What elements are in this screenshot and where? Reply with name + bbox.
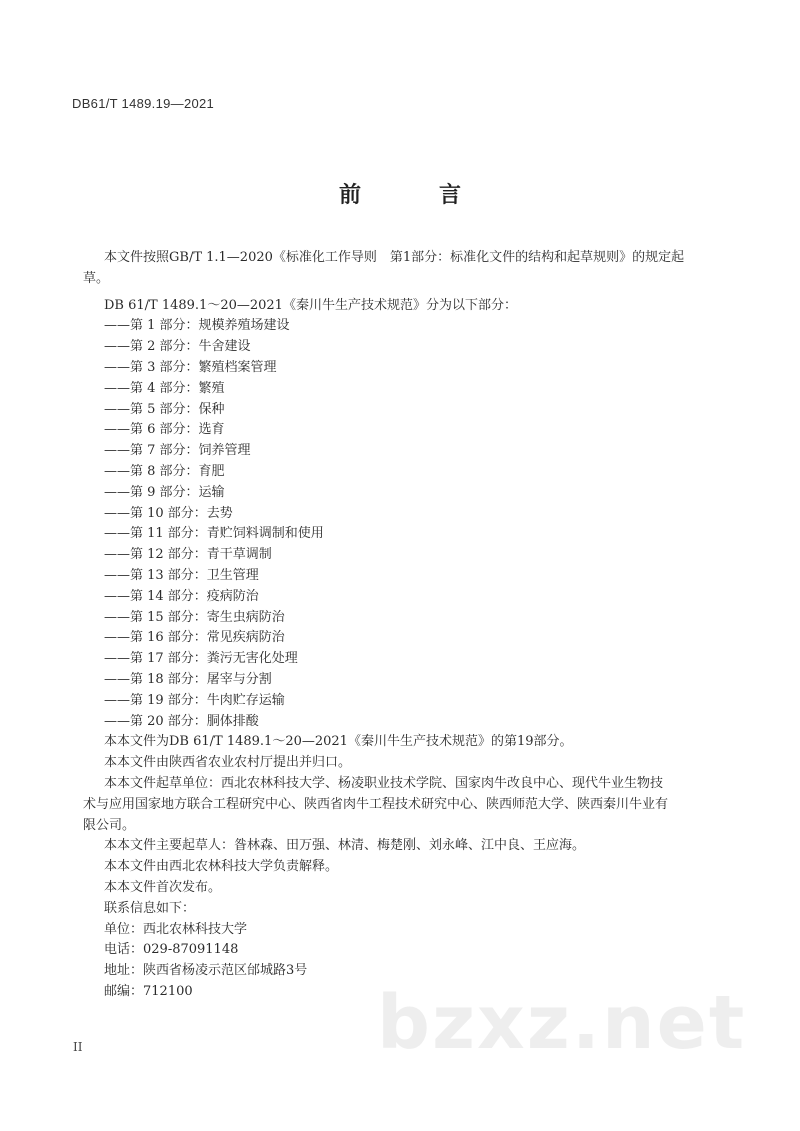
list-item: ——第 15 部分：寄生虫病防治 — [104, 609, 285, 625]
watermark: bzxz.net — [377, 980, 747, 1066]
list-item: ——第 20 部分：胴体排酸 — [104, 713, 259, 729]
contact-postcode: 邮编：712100 — [104, 983, 193, 999]
statement-first-release: 本本文件首次发布。 — [104, 879, 222, 895]
list-item: ——第 6 部分：选育 — [104, 422, 225, 438]
list-item: ——第 2 部分：牛舍建设 — [104, 339, 251, 355]
intro-paragraph — [83, 248, 724, 290]
series-intro: DB 61/T 1489.1～20—2021《秦川牛生产技术规范》分为以下部分： — [104, 297, 517, 313]
contact-phone: 电话：029-87091148 — [104, 942, 239, 958]
page-title: 前 言 — [338, 183, 489, 208]
list-item: ——第 12 部分：青干草调制 — [104, 547, 272, 563]
list-item: ——第 5 部分：保种 — [104, 401, 225, 417]
list-item: ——第 19 部分：牛肉贮存运输 — [104, 692, 285, 708]
list-item: ——第 8 部分：育肥 — [104, 463, 225, 479]
statement-proposed-by: 本本文件由陕西省农业农村厅提出并归口。 — [104, 755, 352, 771]
list-item: ——第 7 部分：饲养管理 — [104, 443, 251, 459]
intro-line-1: 本文件按照GB/T 1.1—2020《标准化工作导则 第1部分：标准化文件的结构和起草规则》的规定起 — [104, 250, 685, 265]
list-item: ——第 17 部分：粪污无害化处理 — [104, 651, 298, 667]
contact-address: 地址：陕西省杨凌示范区邰城路3号 — [104, 963, 308, 979]
statement-part-of: 本本文件为DB 61/T 1489.1～20—2021《秦川牛生产技术规范》的第19部分。 — [104, 734, 573, 750]
list-item: ——第 1 部分：规模养殖场建设 — [104, 318, 290, 334]
list-item: ——第 13 部分：卫生管理 — [104, 567, 259, 583]
page-number: II — [73, 1040, 83, 1054]
list-item: ——第 14 部分：疫病防治 — [104, 588, 259, 604]
statement-drafting-units-3: 限公司。 — [83, 817, 136, 833]
list-item: ——第 10 部分：去势 — [104, 505, 233, 521]
list-item: ——第 4 部分：繁殖 — [104, 380, 225, 396]
contact-heading: 联系信息如下： — [104, 900, 196, 916]
list-item: ——第 16 部分：常见疾病防治 — [104, 630, 285, 646]
parts-list — [104, 316, 724, 732]
list-item: ——第 9 部分：运输 — [104, 484, 225, 500]
statement-drafters: 本本文件主要起草人：昝林森、田万强、林清、梅楚刚、刘永峰、江中良、王应海。 — [104, 838, 586, 854]
list-item: ——第 3 部分：繁殖档案管理 — [104, 359, 277, 375]
statement-drafting-units-2: 术与应用国家地方联合工程研究中心、陕西省肉牛工程技术研究中心、陕西师范大学、陕西秦川牛业有 — [83, 796, 669, 812]
contact-unit: 单位：西北农林科技大学 — [104, 921, 248, 937]
statement-drafting-units-1: 本本文件起草单位：西北农林科技大学、杨凌职业技术学院、国家肉牛改良中心、现代牛业生物技 — [104, 775, 664, 791]
intro-line-2: 草。 — [83, 270, 110, 286]
document-code: DB61/T 1489.19—2021 — [72, 96, 215, 111]
foreword-body — [83, 248, 724, 1003]
statement-interpreted-by: 本本文件由西北农林科技大学负责解释。 — [104, 859, 339, 875]
list-item: ——第 11 部分：青贮饲料调制和使用 — [104, 526, 324, 542]
list-item: ——第 18 部分：屠宰与分割 — [104, 671, 272, 687]
